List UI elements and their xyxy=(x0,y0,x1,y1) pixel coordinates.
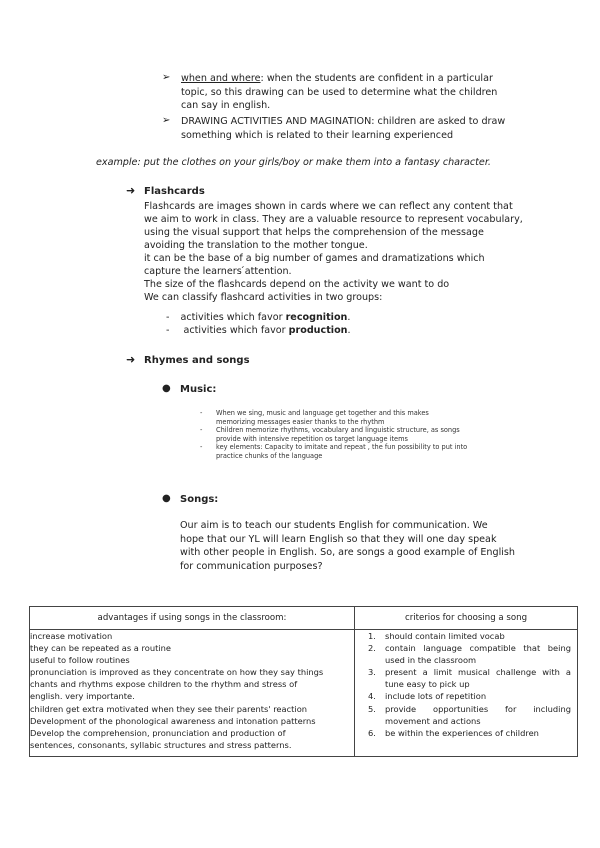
dash-icon: - xyxy=(200,443,203,452)
flashcards-heading: Flashcards xyxy=(144,186,205,197)
example-text: example: put the clothes on your girls/boy or make them into a fantasy character. xyxy=(96,157,491,168)
list-item: 3. present a limit musical challenge with a tune easy to pick up xyxy=(368,667,571,690)
when-where-lead: when and where xyxy=(181,73,261,84)
bullet-drawing-activities: DRAWING ACTIVITIES AND MAGINATION: children are asked to draw something which is related to their learning experienced xyxy=(181,116,506,141)
list-item: 4. include lots of repetition xyxy=(368,691,487,702)
flashcard-group-production: - activities which favor production. xyxy=(166,325,351,336)
rhymes-heading: Rhymes and songs xyxy=(144,355,250,366)
arrow-right-icon: ➜ xyxy=(126,184,136,197)
advantages-cell: increase motivation they can be repeated as a routine useful to follow routines pronunciation is improved as they concentrate on how they say things chants and rhythms expose children to the rhythm and stress of english. very importante. children get extra motivated when they see their parents' reaction Development of the phonological awareness and intonation patterns Develop the comprehension, pronunciation and production of sentences, consonants, syllabic structures and stress patterns. xyxy=(30,630,355,757)
list-item: 2. contain language compatible that being used in the classroom xyxy=(368,643,571,666)
songs-heading: Songs: xyxy=(180,494,219,505)
songs-table xyxy=(29,606,578,757)
bullet-dot-icon: ● xyxy=(162,493,171,504)
arrow-bullet-icon: ➢ xyxy=(162,72,171,83)
bullet-dot-icon: ● xyxy=(162,383,171,394)
criteria-list xyxy=(363,630,571,739)
table-header-criteria: criterios for choosing a song xyxy=(355,607,578,630)
dash-icon: - xyxy=(200,426,203,435)
flashcard-group-recognition: - activities which favor recognition. xyxy=(166,312,351,323)
arrow-right-icon: ➜ xyxy=(126,353,136,366)
arrow-bullet-icon: ➢ xyxy=(162,115,171,126)
list-item: 1. should contain limited vocab xyxy=(368,631,505,641)
list-item: 6. be within the experiences of children xyxy=(368,727,539,738)
table-header-row xyxy=(30,607,578,630)
table-row xyxy=(30,630,578,757)
music-list: - When we sing, music and language get together and this makes memorizing messages easier thanks to the rhythm - Children memorize rhythms, vocabulary and linguistic structure, as songs provide with intensive repetition os target language items - key elements: Capacity to imitate and repeat , the fun possibility to put into practice chunks of the language xyxy=(200,409,468,460)
bullet-when-where: when and where: when the students are confident in a particular topic, so this drawing can be used to determine what the children can say in english. xyxy=(181,73,498,111)
dash-icon: - xyxy=(200,409,203,417)
songs-body: Our aim is to teach our students English for communication. We hope that our YL will learn English so that they will one day speak with other people in English. So, are songs a good example of English for communication purposes? xyxy=(180,520,516,572)
list-item: 5. provide opportunities for including movement and actions xyxy=(368,703,571,726)
flashcards-body: Flashcards are images shown in cards where we can reflect any content that we aim to work in class. They are a valuable resource to represent vocabulary, using the visual support that helps the comprehension of the message avoiding the translation to the mother tongue. it can be the base of a big number of games and dramatizations which capture the learners ́attention. The size of the flashcards depend on the activity we want to do We can classify flashcard activities in two groups: xyxy=(144,201,523,303)
table-header-advantages: advantages if using songs in the classroom: xyxy=(30,607,355,630)
music-heading: Music: xyxy=(180,384,217,395)
criteria-cell xyxy=(355,630,578,757)
